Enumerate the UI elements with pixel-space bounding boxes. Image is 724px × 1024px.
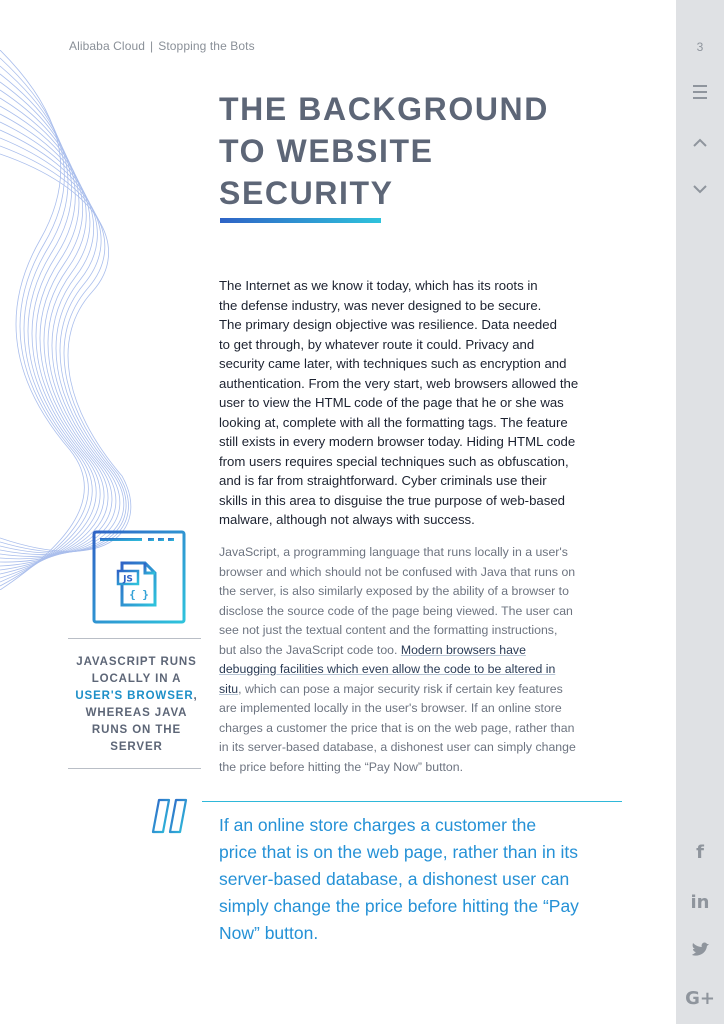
header-separator: | [150, 39, 154, 53]
page-number: 3 [696, 40, 704, 54]
quote-line: price that is on the web page, rather than in its [219, 842, 578, 862]
body-line: disclose the source code of the page being viewed. The user can [219, 603, 573, 618]
facebook-icon[interactable]: f [696, 842, 704, 863]
linkedin-icon[interactable]: in [690, 892, 710, 913]
title-line: THE BACKGROUND [219, 91, 549, 127]
body-line: in its server-based database, a dishonest user can simply change [219, 740, 576, 754]
body-text: but also the JavaScript code too. [219, 642, 401, 657]
chevron-down-icon[interactable] [676, 180, 724, 196]
intro-line: and is far from straightforward. Cyber criminals use their [219, 473, 547, 488]
caption-top-rule [68, 638, 201, 639]
quotation-mark-icon [150, 798, 190, 834]
debugging-link[interactable]: debugging facilities which even allow the code to be altered in [219, 662, 556, 676]
js-badge-text: JS [123, 574, 133, 585]
quote-line: If an online store charges a customer the [219, 815, 537, 835]
caption-line: JAVASCRIPT RUNS [76, 656, 197, 668]
body-line: browser and which should not be confused with Java that runs on [219, 564, 576, 579]
javascript-paragraph [219, 543, 624, 777]
pull-quote-rule [202, 801, 622, 802]
title-line: TO WEBSITE [219, 133, 434, 169]
javascript-file-icon [92, 530, 186, 624]
caption-line: SERVER [110, 741, 163, 753]
running-header [69, 39, 255, 53]
page-title [219, 88, 619, 214]
debugging-link[interactable]: situ [219, 681, 239, 696]
intro-line: user to view the HTML code of the page that he or she was [219, 395, 564, 410]
intro-line: security came later, with techniques such as encryption and [219, 356, 567, 371]
side-navigation-rail [676, 0, 724, 1024]
sidebar-caption [68, 654, 205, 756]
caption-line: LOCALLY IN A [91, 673, 182, 685]
intro-line: skills in this area to disguise the true purpose of web-based [219, 492, 565, 508]
decorative-wave-lines [0, 50, 150, 590]
caption-line: RUNS ON THE [91, 724, 182, 736]
caption-line [68, 688, 205, 705]
intro-line: from users requires special techniques such as obfuscation, [219, 453, 569, 469]
body-line [219, 641, 624, 661]
title-accent-bar [220, 218, 381, 223]
body-line: the server, is also similarly exposed by the ability of a browser to [219, 584, 569, 598]
body-line: the price before hitting the “Pay Now” button. [219, 759, 464, 774]
intro-line: malware, although not always with success. [219, 512, 475, 527]
title-line: SECURITY [219, 175, 394, 211]
caption-highlight: USER'S BROWSER [75, 690, 194, 702]
quote-line: simply change the price before hitting the “Pay [219, 896, 579, 916]
caption-bottom-rule [68, 768, 201, 769]
intro-line: The primary design objective was resilience. Data needed [219, 317, 557, 332]
caption-line: WHEREAS JAVA [85, 707, 188, 719]
quote-line: server-based database, a dishonest user can [219, 869, 570, 889]
intro-paragraph [219, 276, 624, 530]
header-doc-title: Stopping the Bots [158, 39, 255, 53]
pull-quote [219, 812, 649, 947]
intro-line: still exists in every modern browser today. Hiding HTML code [219, 434, 576, 449]
twitter-icon[interactable] [676, 940, 724, 960]
braces-glyph: { } [129, 588, 149, 601]
intro-line: The Internet as we know it today, which has its roots in [219, 278, 538, 293]
intro-line: the defense industry, was never designed to be secure. [219, 297, 542, 313]
body-line [219, 660, 624, 680]
body-line: are implemented locally in the user's browser. If an online store [219, 701, 562, 715]
intro-line: to get through, by whatever route it could. Privacy and [219, 336, 535, 352]
chevron-up-icon[interactable] [676, 134, 724, 150]
caption-comma: , [193, 690, 198, 702]
header-brand: Alibaba Cloud [69, 39, 146, 53]
body-line [219, 680, 624, 700]
body-line: see not just the textual content and the formatting instructions, [219, 623, 558, 637]
menu-icon[interactable] [676, 82, 724, 102]
body-line: JavaScript, a programming language that runs locally in a user's [219, 545, 568, 559]
body-line: charges a customer the price that is on the web page, rather than [219, 720, 575, 735]
debugging-link[interactable]: Modern browsers have [400, 642, 526, 657]
intro-line: looking at, complete with all the formatting tags. The feature [219, 414, 568, 430]
body-text: , which can pose a major security risk if certain key features [238, 681, 563, 696]
google-plus-icon[interactable]: G+ [685, 988, 715, 1009]
quote-line: Now” button. [219, 923, 319, 943]
intro-line: authentication. From the very start, web browsers allowed the [219, 375, 579, 391]
